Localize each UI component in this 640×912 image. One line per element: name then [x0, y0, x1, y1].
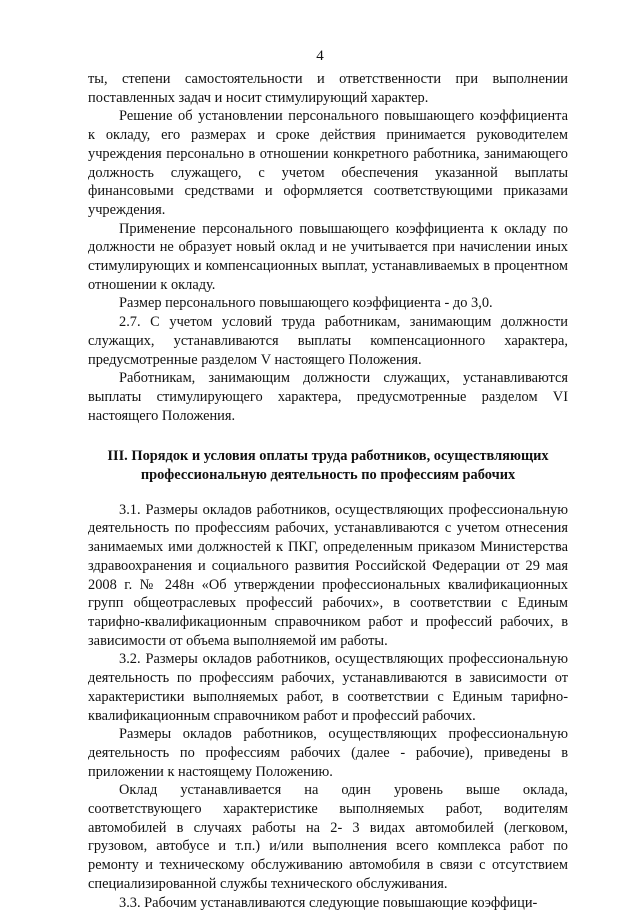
paragraph-3-1: 3.1. Размеры окладов работников, осуществляющих профессиональную деятельность по профессиям рабочих, устанавливаются с учетом отнесения занимаемых ими должностей к ПКГ, определенным приказом Министерства здравоохранения и социального развития Российской Федерации от 29 мая 2008 г. № 248н «Об утверждении профессиональных квалификационных групп общеотраслевых профессий рабочих», в соответствии с Единым тарифно-квалификационным справочником работ и профессий рабочих, в зависимости от объема выполняемой им работы. — [88, 501, 568, 649]
paragraph-stimulating-payments: Работникам, занимающим должности служащих, устанавливаются выплаты стимулирующего характера, предусмотренные разделом VI настоящего Положения. — [88, 370, 568, 424]
section-heading: III. Порядок и условия оплаты труда работников, осуществляющих профессиональную деятельность по профессиям рабочих — [107, 448, 549, 484]
paragraph-3-2: 3.2. Размеры окладов работников, осуществляющих профессиональную деятельность по профессиям рабочих, устанавливаются в зависимости от характеристики выполняемых работ, в соответствии с Единым тарифно-квалификационным справочником работ и профессий рабочих. — [88, 651, 568, 724]
paragraph-3-3: 3.3. Рабочим устанавливаются следующие повышающие коэффици- — [119, 894, 538, 911]
paragraph-2-7: 2.7. С учетом условий труда работникам, занимающим должности служащих, устанавливаются выплаты компенсационного характера, предусмотренные разделом V настоящего Положения. — [88, 314, 568, 368]
document-body — [88, 70, 568, 912]
page-number: 4 — [316, 48, 324, 64]
paragraph-coefficient-size: Размер персонального повышающего коэффициента - до 3,0. — [119, 295, 493, 312]
paragraph-salary-sizes: Размеры окладов работников, осуществляющих профессиональную деятельность по профессиям рабочих (далее - рабочие), приведены в приложении к настоящему Положению. — [88, 726, 568, 780]
paragraph-drivers-salary: Оклад устанавливается на один уровень выше оклада, соответствующего характеристике выполняемых работ, водителям автомобилей в случаях работы на 2- 3 видах автомобилей (легковом, грузовом, автобусе и т.п.) и/или выполнения всего комплекса работ по ремонту и техническому обслуживанию автомобиля в связи с отсутствием специализированной службы технического обслуживания. — [88, 782, 568, 892]
paragraph-coefficient-application: Применение персонального повышающего коэффициента к окладу по должности не образует новый оклад и не учитывается при начислении иных стимулирующих и компенсационных выплат, устанавливаемых в процентном отношении к окладу. — [88, 220, 568, 293]
paragraph-coefficient-decision: Решение об установлении персонального повышающего коэффициента к окладу, его размерах и сроке действия принимается руководителем учреждения персонально в отношении конкретного работника, занимающего должность служащего, с учетом обеспечения указанной выплаты финансовыми средствами и оформляется соответствующими приказами учреждения. — [88, 108, 568, 218]
paragraph-continuation: ты, степени самостоятельности и ответственности при выполнении поставленных задач и носит стимулирующий характер. — [88, 71, 568, 106]
